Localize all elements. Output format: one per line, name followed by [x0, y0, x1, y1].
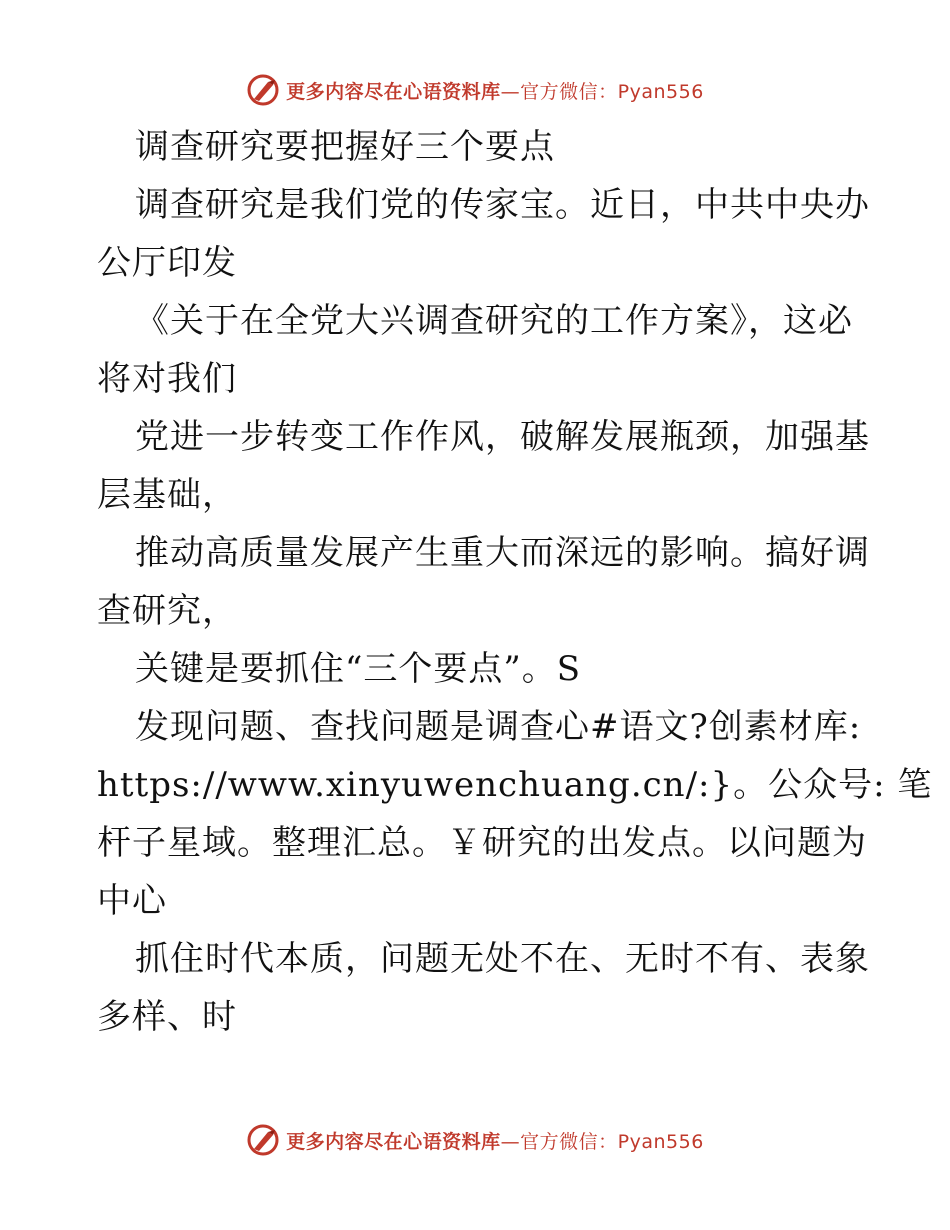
paragraph-line: 中心 — [97, 881, 167, 921]
paragraph-line: 党进一步转变工作作风，破解发展瓶颈，加强基 — [135, 417, 870, 457]
paragraph-line: 调查研究是我们党的传家宝。近日，中共中央办 — [135, 185, 870, 225]
paragraph-line: 多样、时 — [97, 997, 237, 1037]
footer-banner-text: 更多内容尽在心语资料库—官方微信：Pyan556 — [286, 1130, 704, 1153]
paragraph-line: 层基础， — [97, 475, 237, 515]
paragraph-line: 《关于在全党大兴调查研究的工作方案》，这必 — [135, 301, 853, 341]
paragraph-line: 关键是要抓住“三个要点”。S — [135, 649, 582, 689]
pen-logo-icon — [246, 73, 280, 107]
paragraph-line: 抓住时代本质，问题无处不在、无时不有、表象 — [135, 939, 870, 979]
footer-banner — [0, 1120, 950, 1160]
paragraph-line: 查研究， — [97, 591, 237, 631]
paragraph-line: 将对我们 — [97, 359, 237, 399]
header-banner — [0, 70, 950, 110]
paragraph-line: 推动高质量发展产生重大而深远的影响。搞好调 — [135, 533, 870, 573]
paragraph-line: 发现问题、查找问题是调查心#语文?创素材库: — [135, 707, 862, 747]
paragraph-line: 公厅印发 — [97, 243, 237, 283]
pen-logo-icon — [246, 1123, 280, 1157]
document-title: 调查研究要把握好三个要点 — [135, 127, 555, 167]
document-body — [97, 118, 933, 1046]
paragraph-line: https://www.xinyuwenchuang.cn/:}。公众号: 笔 — [97, 765, 933, 805]
paragraph-line: 杆子星域。整理汇总。￥研究的出发点。以问题为 — [97, 823, 867, 863]
header-banner-text: 更多内容尽在心语资料库—官方微信：Pyan556 — [286, 80, 704, 103]
